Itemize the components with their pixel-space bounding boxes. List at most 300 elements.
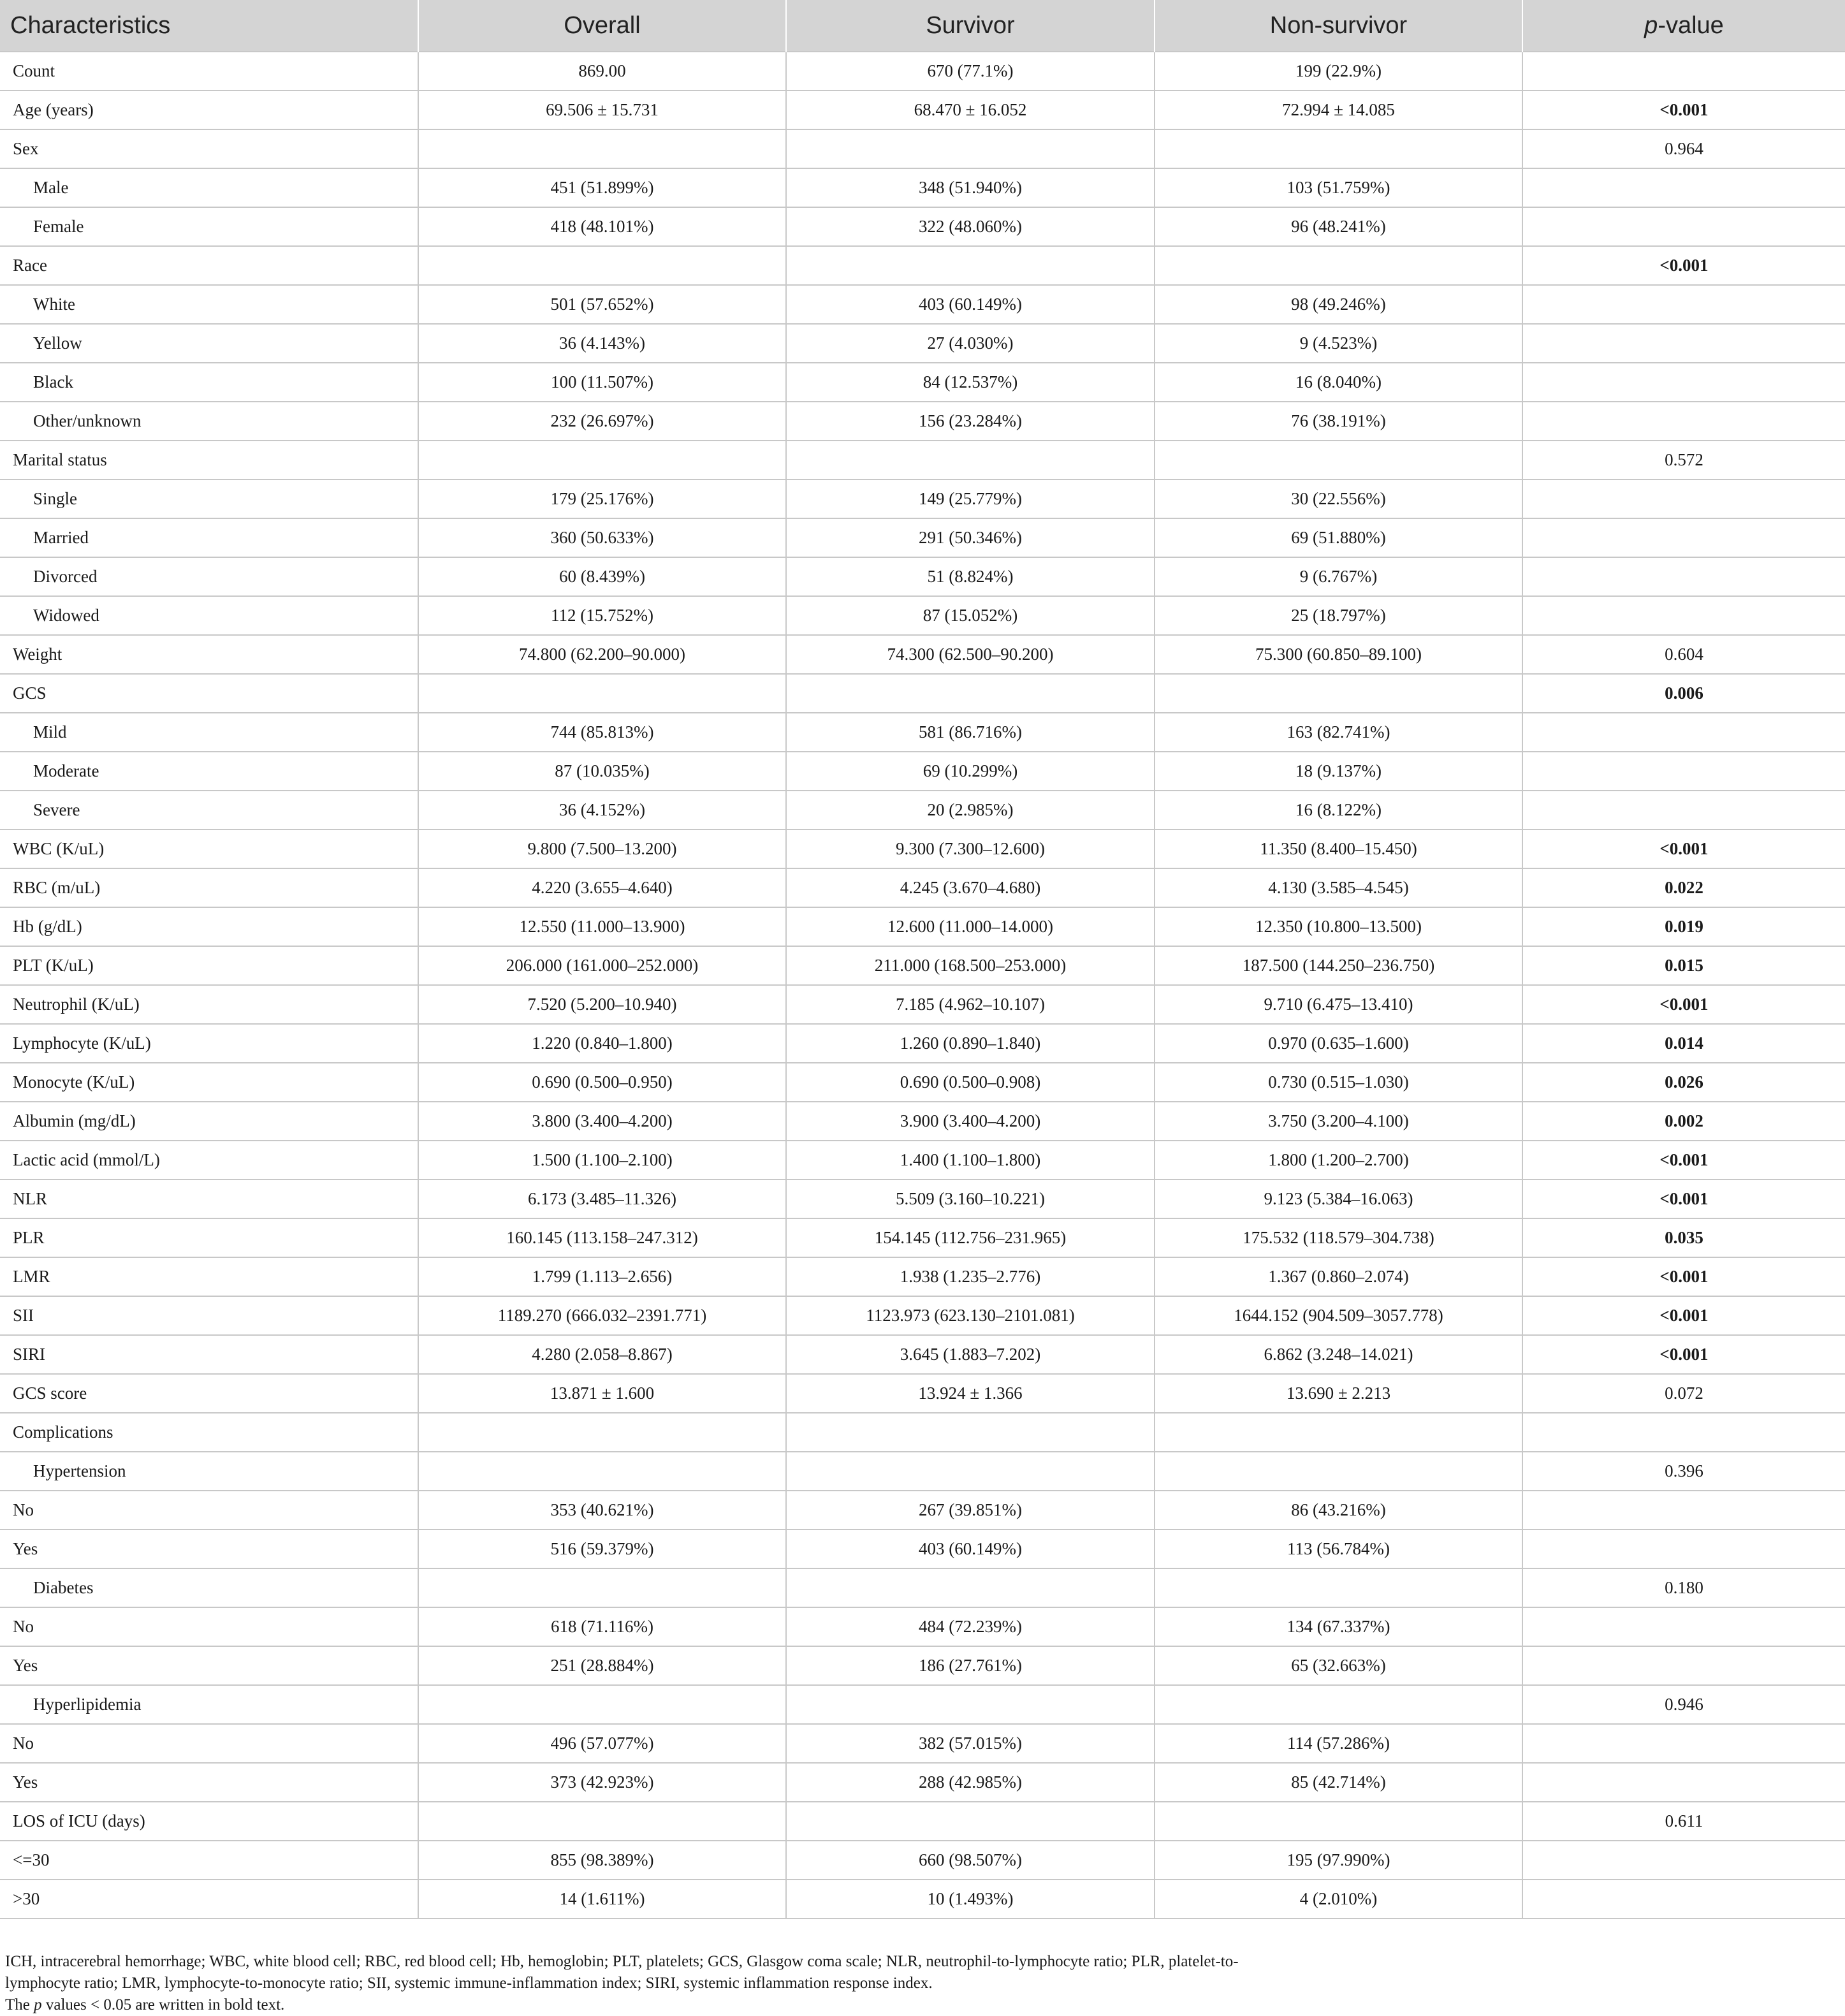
cell-overall: 501 (57.652%) bbox=[418, 285, 786, 324]
cell-p-value bbox=[1522, 1413, 1845, 1452]
row-label: SII bbox=[0, 1296, 418, 1335]
table-row bbox=[0, 1063, 1845, 1102]
cell-non-survivor: 1644.152 (904.509–3057.778) bbox=[1155, 1296, 1522, 1335]
table-row bbox=[0, 1685, 1845, 1724]
table-row bbox=[0, 1413, 1845, 1452]
cell-p-value bbox=[1522, 479, 1845, 518]
table-row bbox=[0, 829, 1845, 868]
table-row bbox=[0, 1568, 1845, 1607]
cell-overall: 36 (4.152%) bbox=[418, 791, 786, 829]
cell-non-survivor: 9 (4.523%) bbox=[1155, 324, 1522, 363]
row-label: Divorced bbox=[0, 557, 418, 596]
cell-non-survivor: 9 (6.767%) bbox=[1155, 557, 1522, 596]
cell-non-survivor: 72.994 ± 14.085 bbox=[1155, 91, 1522, 129]
table-row bbox=[0, 1452, 1845, 1491]
cell-survivor: 156 (23.284%) bbox=[786, 402, 1155, 441]
row-label: Weight bbox=[0, 635, 418, 674]
cell-overall: 9.800 (7.500–13.200) bbox=[418, 829, 786, 868]
cell-survivor: 403 (60.149%) bbox=[786, 1530, 1155, 1568]
cell-non-survivor: 98 (49.246%) bbox=[1155, 285, 1522, 324]
footnote-bold-note-p: p bbox=[34, 1996, 42, 2013]
cell-overall: 496 (57.077%) bbox=[418, 1724, 786, 1763]
cell-survivor bbox=[786, 1685, 1155, 1724]
cell-p-value bbox=[1522, 285, 1845, 324]
cell-overall: 112 (15.752%) bbox=[418, 596, 786, 635]
cell-non-survivor: 9.123 (5.384–16.063) bbox=[1155, 1180, 1522, 1218]
cell-p-value: 0.180 bbox=[1522, 1568, 1845, 1607]
cell-survivor: 12.600 (11.000–14.000) bbox=[786, 907, 1155, 946]
cell-p-value: 0.019 bbox=[1522, 907, 1845, 946]
cell-p-value bbox=[1522, 402, 1845, 441]
cell-survivor: 3.645 (1.883–7.202) bbox=[786, 1335, 1155, 1374]
cell-survivor: 1123.973 (623.130–2101.081) bbox=[786, 1296, 1155, 1335]
cell-survivor: 403 (60.149%) bbox=[786, 285, 1155, 324]
header-characteristics: Characteristics bbox=[0, 0, 418, 52]
cell-p-value: 0.002 bbox=[1522, 1102, 1845, 1141]
cell-survivor: 1.400 (1.100–1.800) bbox=[786, 1141, 1155, 1180]
cell-non-survivor: 195 (97.990%) bbox=[1155, 1841, 1522, 1880]
table-row bbox=[0, 168, 1845, 207]
cell-p-value: <0.001 bbox=[1522, 1141, 1845, 1180]
cell-overall: 1189.270 (666.032–2391.771) bbox=[418, 1296, 786, 1335]
cell-p-value bbox=[1522, 791, 1845, 829]
row-label: Race bbox=[0, 246, 418, 285]
cell-non-survivor: 16 (8.122%) bbox=[1155, 791, 1522, 829]
cell-survivor: 3.900 (3.400–4.200) bbox=[786, 1102, 1155, 1141]
row-label: Female bbox=[0, 207, 418, 246]
cell-non-survivor: 11.350 (8.400–15.450) bbox=[1155, 829, 1522, 868]
cell-non-survivor: 86 (43.216%) bbox=[1155, 1491, 1522, 1530]
row-label: Male bbox=[0, 168, 418, 207]
cell-non-survivor: 18 (9.137%) bbox=[1155, 752, 1522, 791]
cell-survivor: 267 (39.851%) bbox=[786, 1491, 1155, 1530]
cell-overall: 160.145 (113.158–247.312) bbox=[418, 1218, 786, 1257]
header-p-letter: p bbox=[1644, 11, 1658, 39]
cell-non-survivor: 12.350 (10.800–13.500) bbox=[1155, 907, 1522, 946]
table-row bbox=[0, 285, 1845, 324]
cell-p-value bbox=[1522, 1607, 1845, 1646]
row-label: No bbox=[0, 1491, 418, 1530]
cell-non-survivor: 0.970 (0.635–1.600) bbox=[1155, 1024, 1522, 1063]
cell-p-value: 0.014 bbox=[1522, 1024, 1845, 1063]
cell-p-value: <0.001 bbox=[1522, 1335, 1845, 1374]
table-row bbox=[0, 363, 1845, 402]
cell-survivor: 20 (2.985%) bbox=[786, 791, 1155, 829]
table-row bbox=[0, 129, 1845, 168]
cell-p-value bbox=[1522, 168, 1845, 207]
row-label: Age (years) bbox=[0, 91, 418, 129]
table-header bbox=[0, 0, 1845, 52]
cell-p-value bbox=[1522, 518, 1845, 557]
header-p-value bbox=[1522, 0, 1845, 52]
cell-overall: 855 (98.389%) bbox=[418, 1841, 786, 1880]
cell-overall bbox=[418, 129, 786, 168]
row-label: Diabetes bbox=[0, 1568, 418, 1607]
cell-survivor bbox=[786, 441, 1155, 479]
cell-p-value: 0.026 bbox=[1522, 1063, 1845, 1102]
row-label: Lymphocyte (K/uL) bbox=[0, 1024, 418, 1063]
cell-overall: 6.173 (3.485–11.326) bbox=[418, 1180, 786, 1218]
table-row bbox=[0, 1491, 1845, 1530]
row-label: Other/unknown bbox=[0, 402, 418, 441]
cell-survivor: 670 (77.1%) bbox=[786, 52, 1155, 91]
cell-non-survivor: 85 (42.714%) bbox=[1155, 1763, 1522, 1802]
cell-overall: 7.520 (5.200–10.940) bbox=[418, 985, 786, 1024]
table-row bbox=[0, 752, 1845, 791]
cell-non-survivor bbox=[1155, 1568, 1522, 1607]
cell-p-value: 0.946 bbox=[1522, 1685, 1845, 1724]
table-row bbox=[0, 441, 1845, 479]
cell-overall bbox=[418, 246, 786, 285]
footnote-abbreviations-line2: lymphocyte ratio; LMR, lymphocyte-to-monocyte ratio; SII, systemic immune-inflammation index; SIRI, systemic inflammation response index. bbox=[5, 1975, 933, 1992]
cell-overall: 1.799 (1.113–2.656) bbox=[418, 1257, 786, 1296]
cell-non-survivor: 4.130 (3.585–4.545) bbox=[1155, 868, 1522, 907]
table-row bbox=[0, 1841, 1845, 1880]
cell-overall: 360 (50.633%) bbox=[418, 518, 786, 557]
table-row bbox=[0, 479, 1845, 518]
cell-non-survivor: 65 (32.663%) bbox=[1155, 1646, 1522, 1685]
cell-overall: 232 (26.697%) bbox=[418, 402, 786, 441]
row-label: Moderate bbox=[0, 752, 418, 791]
cell-p-value bbox=[1522, 1880, 1845, 1918]
table-row bbox=[0, 324, 1845, 363]
cell-overall: 4.220 (3.655–4.640) bbox=[418, 868, 786, 907]
cell-survivor: 382 (57.015%) bbox=[786, 1724, 1155, 1763]
cell-p-value bbox=[1522, 1763, 1845, 1802]
row-label: NLR bbox=[0, 1180, 418, 1218]
cell-p-value bbox=[1522, 1646, 1845, 1685]
cell-survivor bbox=[786, 1802, 1155, 1841]
cell-non-survivor bbox=[1155, 1685, 1522, 1724]
cell-overall: 74.800 (62.200–90.000) bbox=[418, 635, 786, 674]
cell-survivor: 0.690 (0.500–0.908) bbox=[786, 1063, 1155, 1102]
cell-overall: 373 (42.923%) bbox=[418, 1763, 786, 1802]
row-label: <=30 bbox=[0, 1841, 418, 1880]
table-row bbox=[0, 596, 1845, 635]
row-label: Married bbox=[0, 518, 418, 557]
cell-overall: 516 (59.379%) bbox=[418, 1530, 786, 1568]
cell-survivor: 1.260 (0.890–1.840) bbox=[786, 1024, 1155, 1063]
footnote-bold-note bbox=[5, 1994, 1344, 2016]
header-survivor: Survivor bbox=[786, 0, 1155, 52]
cell-survivor: 288 (42.985%) bbox=[786, 1763, 1155, 1802]
row-label: Black bbox=[0, 363, 418, 402]
row-label: RBC (m/uL) bbox=[0, 868, 418, 907]
cell-survivor: 84 (12.537%) bbox=[786, 363, 1155, 402]
cell-overall: 251 (28.884%) bbox=[418, 1646, 786, 1685]
cell-overall bbox=[418, 1413, 786, 1452]
cell-overall: 1.500 (1.100–2.100) bbox=[418, 1141, 786, 1180]
cell-non-survivor: 4 (2.010%) bbox=[1155, 1880, 1522, 1918]
cell-non-survivor bbox=[1155, 1413, 1522, 1452]
cell-non-survivor: 3.750 (3.200–4.100) bbox=[1155, 1102, 1522, 1141]
cell-overall: 618 (71.116%) bbox=[418, 1607, 786, 1646]
row-label: Yes bbox=[0, 1763, 418, 1802]
table-row bbox=[0, 1296, 1845, 1335]
table-row bbox=[0, 1257, 1845, 1296]
row-label: Hyperlipidemia bbox=[0, 1685, 418, 1724]
row-label: PLR bbox=[0, 1218, 418, 1257]
footnote-abbreviations-line1: ICH, intracerebral hemorrhage; WBC, white blood cell; RBC, red blood cell; Hb, hemoglobin; PLT, platelets; GCS, Glasgow coma scale; NLR, neutrophil-to-lymphocyte ratio; PLR, platelet-to- bbox=[5, 1953, 1239, 1970]
row-label: Lactic acid (mmol/L) bbox=[0, 1141, 418, 1180]
cell-survivor: 581 (86.716%) bbox=[786, 713, 1155, 752]
cell-non-survivor: 16 (8.040%) bbox=[1155, 363, 1522, 402]
header-overall: Overall bbox=[418, 0, 786, 52]
cell-survivor: 322 (48.060%) bbox=[786, 207, 1155, 246]
row-label: PLT (K/uL) bbox=[0, 946, 418, 985]
cell-p-value bbox=[1522, 324, 1845, 363]
row-label: Mild bbox=[0, 713, 418, 752]
table-row bbox=[0, 246, 1845, 285]
cell-overall: 4.280 (2.058–8.867) bbox=[418, 1335, 786, 1374]
cell-survivor: 27 (4.030%) bbox=[786, 324, 1155, 363]
cell-non-survivor: 30 (22.556%) bbox=[1155, 479, 1522, 518]
cell-non-survivor: 114 (57.286%) bbox=[1155, 1724, 1522, 1763]
cell-survivor: 10 (1.493%) bbox=[786, 1880, 1155, 1918]
cell-non-survivor bbox=[1155, 1452, 1522, 1491]
footnote-bold-note-prefix: The bbox=[5, 1996, 34, 2013]
header-non-survivor: Non-survivor bbox=[1155, 0, 1522, 52]
cell-survivor: 291 (50.346%) bbox=[786, 518, 1155, 557]
row-label: Yes bbox=[0, 1530, 418, 1568]
cell-p-value bbox=[1522, 752, 1845, 791]
row-label: Albumin (mg/dL) bbox=[0, 1102, 418, 1141]
table-row bbox=[0, 1646, 1845, 1685]
table-row bbox=[0, 1218, 1845, 1257]
table-row bbox=[0, 52, 1845, 91]
row-label: GCS score bbox=[0, 1374, 418, 1413]
cell-survivor: 1.938 (1.235–2.776) bbox=[786, 1257, 1155, 1296]
table-row bbox=[0, 207, 1845, 246]
cell-survivor: 13.924 ± 1.366 bbox=[786, 1374, 1155, 1413]
cell-overall: 12.550 (11.000–13.900) bbox=[418, 907, 786, 946]
cell-survivor bbox=[786, 1568, 1155, 1607]
cell-p-value bbox=[1522, 596, 1845, 635]
cell-non-survivor: 9.710 (6.475–13.410) bbox=[1155, 985, 1522, 1024]
table-row bbox=[0, 1102, 1845, 1141]
cell-survivor: 4.245 (3.670–4.680) bbox=[786, 868, 1155, 907]
cell-p-value bbox=[1522, 557, 1845, 596]
row-label: Marital status bbox=[0, 441, 418, 479]
cell-non-survivor: 163 (82.741%) bbox=[1155, 713, 1522, 752]
cell-survivor: 484 (72.239%) bbox=[786, 1607, 1155, 1646]
cell-survivor bbox=[786, 1452, 1155, 1491]
table-row bbox=[0, 985, 1845, 1024]
cell-p-value bbox=[1522, 52, 1845, 91]
cell-overall: 353 (40.621%) bbox=[418, 1491, 786, 1530]
cell-non-survivor: 6.862 (3.248–14.021) bbox=[1155, 1335, 1522, 1374]
cell-p-value: 0.035 bbox=[1522, 1218, 1845, 1257]
cell-p-value: 0.072 bbox=[1522, 1374, 1845, 1413]
table-row bbox=[0, 402, 1845, 441]
cell-survivor: 5.509 (3.160–10.221) bbox=[786, 1180, 1155, 1218]
cell-non-survivor: 25 (18.797%) bbox=[1155, 596, 1522, 635]
table-row bbox=[0, 946, 1845, 985]
cell-non-survivor: 199 (22.9%) bbox=[1155, 52, 1522, 91]
row-label: Neutrophil (K/uL) bbox=[0, 985, 418, 1024]
row-label: Widowed bbox=[0, 596, 418, 635]
cell-survivor: 154.145 (112.756–231.965) bbox=[786, 1218, 1155, 1257]
table-row bbox=[0, 1374, 1845, 1413]
cell-non-survivor bbox=[1155, 674, 1522, 713]
cell-overall: 418 (48.101%) bbox=[418, 207, 786, 246]
cell-p-value: 0.396 bbox=[1522, 1452, 1845, 1491]
row-label: Yes bbox=[0, 1646, 418, 1685]
cell-survivor: 660 (98.507%) bbox=[786, 1841, 1155, 1880]
cell-p-value bbox=[1522, 1491, 1845, 1530]
cell-overall bbox=[418, 674, 786, 713]
table-row bbox=[0, 1802, 1845, 1841]
cell-survivor: 149 (25.779%) bbox=[786, 479, 1155, 518]
row-label: No bbox=[0, 1607, 418, 1646]
table-row bbox=[0, 1335, 1845, 1374]
row-label: GCS bbox=[0, 674, 418, 713]
table-body bbox=[0, 52, 1845, 1918]
cell-p-value bbox=[1522, 1530, 1845, 1568]
row-label: No bbox=[0, 1724, 418, 1763]
row-label: >30 bbox=[0, 1880, 418, 1918]
cell-overall: 3.800 (3.400–4.200) bbox=[418, 1102, 786, 1141]
table-row bbox=[0, 674, 1845, 713]
cell-p-value bbox=[1522, 713, 1845, 752]
cell-overall: 14 (1.611%) bbox=[418, 1880, 786, 1918]
cell-non-survivor: 75.300 (60.850–89.100) bbox=[1155, 635, 1522, 674]
row-label: Count bbox=[0, 52, 418, 91]
cell-p-value bbox=[1522, 363, 1845, 402]
table-row bbox=[0, 868, 1845, 907]
cell-p-value: 0.611 bbox=[1522, 1802, 1845, 1841]
table-row bbox=[0, 91, 1845, 129]
cell-non-survivor: 0.730 (0.515–1.030) bbox=[1155, 1063, 1522, 1102]
cell-non-survivor bbox=[1155, 1802, 1522, 1841]
cell-p-value: <0.001 bbox=[1522, 246, 1845, 285]
table-footnote bbox=[5, 1951, 1344, 2016]
row-label: Hb (g/dL) bbox=[0, 907, 418, 946]
cell-overall: 60 (8.439%) bbox=[418, 557, 786, 596]
row-label: White bbox=[0, 285, 418, 324]
table-row bbox=[0, 1880, 1845, 1918]
footnote-bold-note-suffix: values < 0.05 are written in bold text. bbox=[41, 1996, 285, 2013]
cell-non-survivor bbox=[1155, 246, 1522, 285]
cell-overall: 69.506 ± 15.731 bbox=[418, 91, 786, 129]
table-row bbox=[0, 1024, 1845, 1063]
cell-survivor: 51 (8.824%) bbox=[786, 557, 1155, 596]
row-label: LOS of ICU (days) bbox=[0, 1802, 418, 1841]
row-label: LMR bbox=[0, 1257, 418, 1296]
cell-survivor: 7.185 (4.962–10.107) bbox=[786, 985, 1155, 1024]
cell-p-value: 0.572 bbox=[1522, 441, 1845, 479]
cell-p-value: 0.022 bbox=[1522, 868, 1845, 907]
cell-overall bbox=[418, 1685, 786, 1724]
row-label: Hypertension bbox=[0, 1452, 418, 1491]
cell-p-value: 0.964 bbox=[1522, 129, 1845, 168]
cell-non-survivor: 103 (51.759%) bbox=[1155, 168, 1522, 207]
table-row bbox=[0, 791, 1845, 829]
table-row bbox=[0, 1141, 1845, 1180]
table-row bbox=[0, 1724, 1845, 1763]
cell-non-survivor bbox=[1155, 129, 1522, 168]
cell-overall: 744 (85.813%) bbox=[418, 713, 786, 752]
row-label: Complications bbox=[0, 1413, 418, 1452]
cell-survivor: 9.300 (7.300–12.600) bbox=[786, 829, 1155, 868]
header-p-suffix: -value bbox=[1658, 11, 1724, 39]
cell-p-value: <0.001 bbox=[1522, 1257, 1845, 1296]
cell-overall: 206.000 (161.000–252.000) bbox=[418, 946, 786, 985]
cell-survivor bbox=[786, 674, 1155, 713]
cell-non-survivor: 175.532 (118.579–304.738) bbox=[1155, 1218, 1522, 1257]
cell-survivor bbox=[786, 1413, 1155, 1452]
cell-p-value: <0.001 bbox=[1522, 829, 1845, 868]
cell-non-survivor: 13.690 ± 2.213 bbox=[1155, 1374, 1522, 1413]
cell-survivor: 211.000 (168.500–253.000) bbox=[786, 946, 1155, 985]
cell-p-value: <0.001 bbox=[1522, 91, 1845, 129]
cell-non-survivor bbox=[1155, 441, 1522, 479]
cell-overall bbox=[418, 1452, 786, 1491]
cell-p-value: <0.001 bbox=[1522, 985, 1845, 1024]
cell-overall bbox=[418, 441, 786, 479]
cell-overall: 13.871 ± 1.600 bbox=[418, 1374, 786, 1413]
cell-non-survivor: 1.800 (1.200–2.700) bbox=[1155, 1141, 1522, 1180]
cell-p-value bbox=[1522, 207, 1845, 246]
row-label: WBC (K/uL) bbox=[0, 829, 418, 868]
cell-survivor: 186 (27.761%) bbox=[786, 1646, 1155, 1685]
cell-survivor: 348 (51.940%) bbox=[786, 168, 1155, 207]
cell-p-value: 0.015 bbox=[1522, 946, 1845, 985]
cell-overall: 36 (4.143%) bbox=[418, 324, 786, 363]
row-label: Single bbox=[0, 479, 418, 518]
cell-p-value: <0.001 bbox=[1522, 1180, 1845, 1218]
row-label: Severe bbox=[0, 791, 418, 829]
cell-overall: 451 (51.899%) bbox=[418, 168, 786, 207]
cell-overall bbox=[418, 1568, 786, 1607]
cell-overall bbox=[418, 1802, 786, 1841]
table-row bbox=[0, 518, 1845, 557]
cell-overall: 1.220 (0.840–1.800) bbox=[418, 1024, 786, 1063]
cell-overall: 87 (10.035%) bbox=[418, 752, 786, 791]
cell-non-survivor: 69 (51.880%) bbox=[1155, 518, 1522, 557]
cell-non-survivor: 76 (38.191%) bbox=[1155, 402, 1522, 441]
cell-non-survivor: 96 (48.241%) bbox=[1155, 207, 1522, 246]
cell-survivor bbox=[786, 246, 1155, 285]
cell-survivor: 68.470 ± 16.052 bbox=[786, 91, 1155, 129]
cell-non-survivor: 134 (67.337%) bbox=[1155, 1607, 1522, 1646]
cell-non-survivor: 1.367 (0.860–2.074) bbox=[1155, 1257, 1522, 1296]
cell-overall: 100 (11.507%) bbox=[418, 363, 786, 402]
table-row bbox=[0, 1607, 1845, 1646]
cell-non-survivor: 187.500 (144.250–236.750) bbox=[1155, 946, 1522, 985]
table-row bbox=[0, 713, 1845, 752]
cell-survivor: 74.300 (62.500–90.200) bbox=[786, 635, 1155, 674]
cell-survivor: 87 (15.052%) bbox=[786, 596, 1155, 635]
row-label: SIRI bbox=[0, 1335, 418, 1374]
header-row bbox=[0, 0, 1845, 52]
table-row bbox=[0, 635, 1845, 674]
cell-overall: 0.690 (0.500–0.950) bbox=[418, 1063, 786, 1102]
cell-overall: 179 (25.176%) bbox=[418, 479, 786, 518]
cell-p-value: 0.006 bbox=[1522, 674, 1845, 713]
row-label: Monocyte (K/uL) bbox=[0, 1063, 418, 1102]
cell-overall: 869.00 bbox=[418, 52, 786, 91]
table-row bbox=[0, 1180, 1845, 1218]
table-row bbox=[0, 907, 1845, 946]
cell-p-value: 0.604 bbox=[1522, 635, 1845, 674]
cell-p-value bbox=[1522, 1841, 1845, 1880]
table-row bbox=[0, 1530, 1845, 1568]
table-row bbox=[0, 557, 1845, 596]
row-label: Sex bbox=[0, 129, 418, 168]
cell-survivor: 69 (10.299%) bbox=[786, 752, 1155, 791]
cell-non-survivor: 113 (56.784%) bbox=[1155, 1530, 1522, 1568]
